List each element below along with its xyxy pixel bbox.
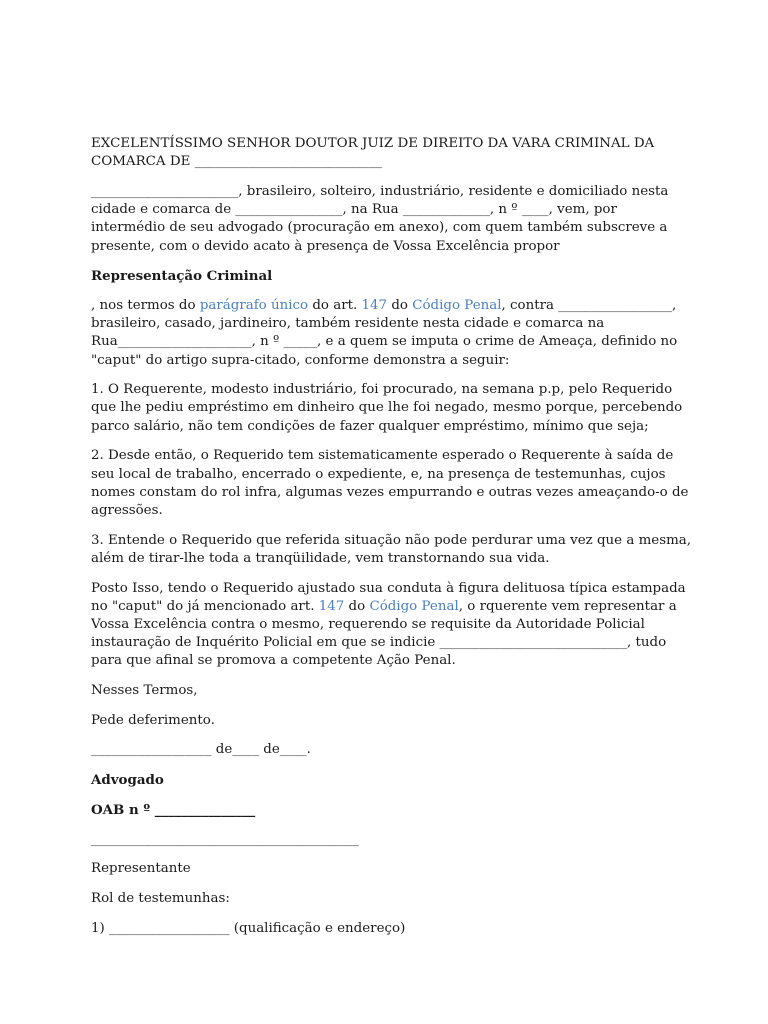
item-3: 3. Entende o Requerido que referida situação não pode perdurar uma vez que a mesma, além de tirar-lhe toda a tranqüilidade, vem transtornando sua vida. — [91, 532, 692, 566]
text-segment: , nos termos do — [91, 297, 200, 313]
text-segment: do — [344, 598, 370, 614]
representative-label: Representante — [91, 861, 191, 877]
text-segment: Posto Isso, tendo o Requerido ajustado sua conduta à figura delituosa típica estampada no "caput" do já mencionado art. — [91, 580, 686, 614]
lawyer-label: Advogado — [91, 772, 164, 789]
closing-terms: Nesses Termos, — [91, 683, 198, 699]
text-segment: do — [387, 297, 413, 313]
link-codigo-penal[interactable]: Código Penal — [369, 598, 459, 614]
oab-number: OAB n º _______________ — [91, 801, 256, 818]
witness-1: 1) __________________ (qualificação e endereço) — [91, 920, 406, 936]
intro-paragraph: ______________________, brasileiro, solteiro, industriário, residente e domiciliado nesta cidade e comarca de ________________, na Rua _____________, n º ____, vem, por intermédio de seu advogado (procuração em anexo), com quem também subscreve a presente, com o devido acato à presença de Vossa Excelência propor — [91, 183, 669, 254]
witness-list-title: Rol de testemunhas: — [91, 891, 230, 906]
link-art-147[interactable]: 147 — [318, 598, 345, 614]
link-art-147[interactable]: 147 — [361, 297, 388, 313]
representation-paragraph — [91, 297, 691, 370]
date-line: __________________ de____ de____. — [91, 742, 311, 758]
link-paragrafo-unico[interactable]: parágrafo único — [199, 297, 309, 313]
item-2: 2. Desde então, o Requerido tem sistematicamente esperado o Requerente à saída de seu local de trabalho, encerrado o expediente, e, na presença de testemunhas, cujos nomes constam do rol infra, algumas vezes empurrando e outras vezes ameaçando-o de agressões. — [91, 448, 689, 518]
link-codigo-penal[interactable]: Código Penal — [412, 297, 502, 313]
item-1: 1. O Requerente, modesto industriário, foi procurado, na semana p.p, pelo Requerido que lhe pediu empréstimo em dinheiro que lhe foi negado, mesmo porque, percebendo parco salário, não tem condições de fazer qualquer empréstimo, mínimo que seja; — [91, 382, 683, 434]
document-page — [91, 135, 691, 949]
text-segment: , contra _________________, brasileiro, casado, jardineiro, também residente nesta cidade e comarca na Rua____________________, n º _____, e a quem se imputa o crime de Ameaça, definido no "caput" do artigo supra-citado, conforme demonstra a seguir: — [91, 297, 678, 368]
signature-line: ________________________________________ — [91, 831, 359, 847]
text-segment: , o rquerente vem representar a Vossa Excelência contra o mesmo, requerendo se requisite da Autoridade Policial instauração de Inquérito Policial em que se indicie ____________________________, tudo para que afinal se promova a competente Ação Penal. — [91, 598, 677, 669]
closing-request: Pede deferimento. — [91, 712, 215, 728]
document-title: Representação Criminal — [91, 268, 273, 285]
text-segment: do art. — [308, 297, 362, 313]
document-header: EXCELENTÍSSIMO SENHOR DOUTOR JUIZ DE DIREITO DA VARA CRIMINAL DA COMARCA DE ____________________________ — [91, 136, 655, 170]
conclusion-paragraph — [91, 580, 691, 671]
